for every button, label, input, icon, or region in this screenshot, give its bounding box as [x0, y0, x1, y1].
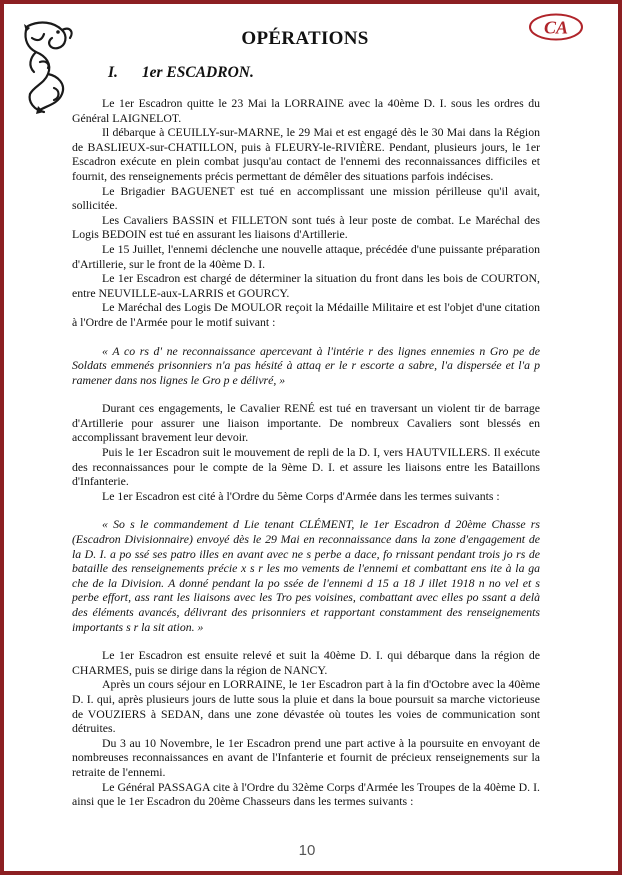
citation-quote: « So s le commandement d Lie tenant CLÉMENT, le 1er Escadron d 20ème Chasse rs (Escadron Divisionnaire) envoyé dès le 29 Mai en reconnaissance dans la zone d'engagement de la D. I. a po ssé ses patro illes en avant avec ne s perbe a dace, fo rnissant pendant trois jo rs de bataille des renseignements précie x s r les mo vements de l'ennemi et combattant ens ite à la ga che de la Division. A donné pendant la po ssée de l'ennemi d 15 a 18 J illet 1918 n no vel et s perbe effort, ass rant les liaisons avec les Tro pes voisines, combattant avec elles po ssant a delà des éléments avancés, délivrant des prisonniers et rapportant constamment des renseignements importants s r la sit ation. »: [72, 517, 540, 634]
section-title: 1er ESCADRON.: [141, 64, 254, 81]
paragraph: Le 15 Juillet, l'ennemi déclenche une nouvelle attaque, précédée d'une puissante préparation d'Artillerie, sur le front de la 40ème D. I.: [72, 241, 540, 271]
citation-quote: « A co rs d' ne reconnaissance apercevant à l'intérie r des lignes ennemies n Gro pe de Soldats emmenés prisonniers n'a pas hésité à attaq er le r escorte a sabre, l'a dispersée et l'a p ramener dans nos lignes le Gro p e délivré, »: [72, 343, 540, 387]
logo-text: CA: [543, 17, 569, 38]
section-heading: [108, 64, 254, 82]
paragraph: Le 1er Escadron quitte le 23 Mai la LORRAINE avec la 40ème D. I. sous les ordres du Général LAIGNELOT.: [72, 96, 540, 125]
page-title: OPÉRATIONS: [241, 28, 369, 49]
paragraph: Puis le 1er Escadron suit le mouvement de repli de la D. I, vers HAUTVILLERS. Il exécute des reconnaissances pour le compte de la 9ème D. I. et assure les liaisons entre les Bataillons d'Infanterie.: [72, 445, 540, 489]
body-text: [72, 96, 540, 809]
paragraph: Le Maréchal des Logis De MOULOR reçoit la Médaille Militaire et est l'objet d'une citation à l'Ordre de l'Armée pour le motif suivant :: [72, 300, 540, 329]
page-number: 10: [298, 842, 316, 859]
section-number: I.: [108, 64, 118, 81]
paragraph: Du 3 au 10 Novembre, le 1er Escadron prend une part active à la poursuite en envoyant de nombreuses reconnaissances en avant de l'Infanterie et fournit de précieux renseignements sur la retraite de l'ennemi.: [72, 735, 540, 779]
paragraph: Il débarque à CEUILLY-sur-MARNE, le 29 Mai et est engagé dès le 30 Mai dans la Région de BASLIEUX-sur-CHATILLON, puis à FLEURY-le-RIVIÈRE. Pendant, plusieurs jours, le 1er Escadron exécute en plein combat jusqu'au contact de l'ennemi des reconnaissances difficiles et fournit, des renseignements précis permettant de démêler des situations parfois indécises.: [72, 125, 540, 183]
paragraph: Le Brigadier BAGUENET est tué en accomplissant une mission périlleuse qu'il avait, sollicitée.: [72, 183, 540, 213]
paragraph: Le 1er Escadron est cité à l'Ordre du 5ème Corps d'Armée dans les termes suivants :: [102, 488, 500, 503]
paragraph: Après un cours séjour en LORRAINE, le 1er Escadron part à la fin d'Octobre avec la 40ème D. I. qui, après plusieurs jours de lutte sous la pluie et dans la boue poursuit sa marche victorieuse de VOUZIERS à SEDAN, dans une zone dévastée où toutes les voies de communication sont détruites.: [72, 677, 540, 736]
paragraph: Durant ces engagements, le Cavalier RENÉ est tué en traversant un violent tir de barrage d'Artillerie pour assurer une liaison importante. De nombreux Cavaliers sont blessés en accomplissant bravement leur devoir.: [72, 401, 540, 445]
paragraph: Les Cavaliers BASSIN et FILLETON sont tués à leur poste de combat. Le Maréchal des Logis BEDOIN est tué en assurant les liaisons d'Artillerie.: [72, 212, 540, 242]
paragraph: Le 1er Escadron est chargé de déterminer la situation du front dans les bois de COURTON, entre NEUVILLE-aux-LARRIS et GOURCY.: [72, 271, 540, 300]
paragraph: Le Général PASSAGA cite à l'Ordre du 32ème Corps d'Armée les Troupes de la 40ème D. I. ainsi que le 1er Escadron du 20ème Chasseurs dans les termes suivants :: [72, 779, 540, 809]
paragraph: Le 1er Escadron est ensuite relevé et suit la 40ème D. I. qui débarque dans la région de CHARMES, puis se dirige dans la région de NANCY.: [72, 648, 540, 677]
